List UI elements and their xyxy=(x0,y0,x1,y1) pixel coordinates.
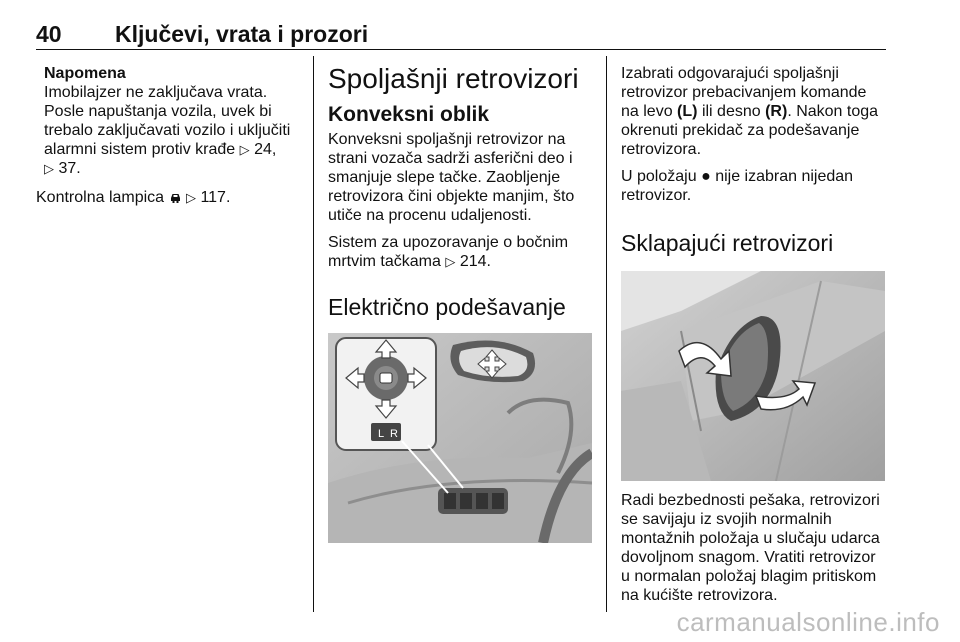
column-3 xyxy=(621,64,887,613)
note-text: Imobilajzer ne zaključava vrata. Posle napuštanja vozila, uvek bi trebalo zaključavati vozilo i uključiti alarmni sistem protiv krađe ▷ 24, ▷ 37. xyxy=(44,84,291,177)
car-lamp-icon xyxy=(169,191,182,203)
lamp-paragraph: Kontrolna lampica ▷ 117. xyxy=(36,189,231,206)
header-rule xyxy=(36,49,886,50)
subsection-electric: Električno podešavanje xyxy=(328,294,566,320)
convex-paragraph: Konveksni spoljašnji retrovizor na strani vozača sadrži asferični deo i smanjuje slepe tačke. Zaobljenje retrovizora čini objekte manjim, što utiče na procenu udaljenosti. xyxy=(328,131,575,224)
blindspot-ref[interactable]: 214. xyxy=(459,253,491,270)
section-title: Spoljašnji retrovizori xyxy=(328,63,579,94)
ref-arrow-icon: ▷ xyxy=(445,254,456,269)
right-label: R xyxy=(390,428,398,440)
lamp-ref[interactable]: 117. xyxy=(200,189,231,206)
column-2 xyxy=(328,62,593,553)
subsection-folding: Sklapajući retrovizori xyxy=(621,230,834,256)
note-ref-1[interactable]: 24, xyxy=(254,141,277,158)
neutral-paragraph: U položaju ● nije izabran nijedan retrovizor. xyxy=(621,168,854,204)
column-divider-1 xyxy=(313,56,314,612)
page-header xyxy=(0,0,960,50)
dot-icon: ● xyxy=(701,168,711,185)
select-paragraph: Izabrati odgovarajući spoljašnji retrovizor prebacivanjem komande na levo (L) ili desno (R). Nakon toga okrenuti prekidač za podešavanje retrovizora. xyxy=(621,65,879,158)
ref-arrow-icon: ▷ xyxy=(44,161,54,176)
note-ref-2[interactable]: 37. xyxy=(58,160,81,177)
folding-mirror-figure xyxy=(621,271,885,481)
ref-arrow-icon: ▷ xyxy=(185,190,196,205)
left-label: L xyxy=(378,428,385,440)
mirror-switch-figure xyxy=(328,333,592,543)
watermark: carmanualsonline.info xyxy=(676,607,940,637)
ref-arrow-icon: ▷ xyxy=(239,142,250,157)
page-number: 40 xyxy=(36,21,62,47)
column-1 xyxy=(36,64,298,215)
folding-paragraph: Radi bezbednosti pešaka, retrovizori se savijaju iz svojih normalnih montažnih položaja u slučaju udarca dovoljnom snagom. Vratiti retrovizor u normalan položaj blagim pritiskom na kućište retrovizora. xyxy=(621,492,880,604)
chapter-title: Ključevi, vrata i prozori xyxy=(115,21,369,47)
note-block xyxy=(36,64,298,178)
column-divider-2 xyxy=(606,56,607,612)
blindspot-paragraph: Sistem za upozoravanje o bočnim mrtvim tačkama ▷ 214. xyxy=(328,234,569,270)
subsection-convex: Konveksni oblik xyxy=(328,103,490,126)
note-title: Napomena xyxy=(44,65,126,82)
